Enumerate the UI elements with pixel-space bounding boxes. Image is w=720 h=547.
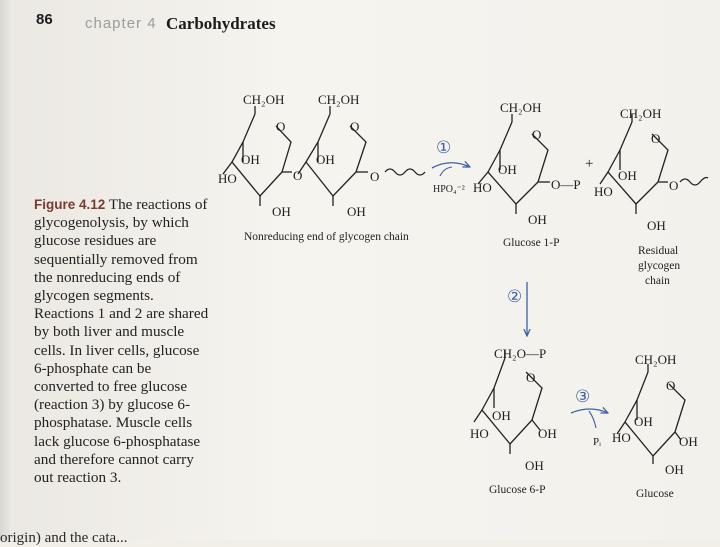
glucose-oh-right: OH xyxy=(679,434,698,449)
glucose-6p-oh-right: OH xyxy=(538,426,557,441)
glycogen-ring-o-2: O xyxy=(350,119,360,134)
glycogen-chain-o: O xyxy=(370,169,380,184)
reaction-1-number: ① xyxy=(436,138,452,157)
glycogen-label: Nonreducing end of glycogen chain xyxy=(244,231,409,243)
page-number: 86 xyxy=(36,11,53,28)
glucose-1p-ch2oh: CH₂OH xyxy=(500,100,542,115)
glycogen-oh-1: OH xyxy=(241,152,260,167)
residual-chain-ring xyxy=(600,114,708,214)
chapter-title: Carbohydrates xyxy=(166,14,276,33)
reaction-1-reagent: HPO₄⁻² xyxy=(433,184,465,195)
glucose-6p-label: Glucose 6-P xyxy=(489,484,546,496)
glycogen-ch2oh-1: CH₂OH xyxy=(243,92,285,107)
glucose-1p-ring-o: O xyxy=(532,127,542,142)
glycogen-ring-o-1: O xyxy=(276,119,286,134)
reaction-3-pi-curve xyxy=(589,411,596,428)
reaction-3-product: Pᵢ xyxy=(593,436,601,448)
glucose-ring-o: O xyxy=(666,378,676,393)
residual-label-2: glycogen xyxy=(638,260,681,272)
glucose-ho: HO xyxy=(612,430,631,445)
glycogen-oh-2: OH xyxy=(316,152,335,167)
glucose-1p-oh-bottom: OH xyxy=(528,212,547,227)
glucose-oh-bottom: OH xyxy=(665,462,684,477)
glucose-label: Glucose xyxy=(636,488,674,500)
plus-sign: + xyxy=(585,156,594,172)
glucose-6p-oh-bottom: OH xyxy=(525,458,544,473)
glucose-6p-ho: HO xyxy=(470,426,489,441)
glucose-6p-oh: OH xyxy=(492,408,511,423)
glucose-oh: OH xyxy=(634,414,653,429)
cut-off-text: origin) and the cata... xyxy=(0,530,128,546)
glucose-6p-ring-o: O xyxy=(526,370,536,385)
figure-number: Figure 4.12 xyxy=(34,197,106,212)
glycogen-ch2oh-2: CH₂OH xyxy=(318,92,360,107)
glucose-ch2oh: CH₂OH xyxy=(635,352,677,367)
glucose-1p-ho: HO xyxy=(473,180,492,195)
residual-oh-bottom: OH xyxy=(647,218,666,233)
residual-oh: OH xyxy=(618,168,637,183)
reaction-3-number: ③ xyxy=(575,387,591,406)
caption-text: The reactions of glycogenolysis, by which glucose residues are sequentially removed from the nonreducing ends of glycogen segments. Reactions 1 and 2 are shared by both liver and muscle cells. In liver cells, glucose 6-phosphate can be converted to free glucose (reaction 3) by glucose 6-phosphatase. Muscle cells lack glucose 6-phosphatase and therefore cannot carry out reaction 3. xyxy=(34,196,209,487)
glycogen-bridge-o: O xyxy=(293,168,303,183)
cut-off-body-text xyxy=(0,530,127,547)
residual-label-1: Residual xyxy=(638,245,679,257)
reaction-1-phosphate-curve xyxy=(440,167,452,176)
glycogen-oh-bottom-2: OH xyxy=(347,204,366,219)
glucose-1p-oh: OH xyxy=(498,162,517,177)
glucose-1p-label: Glucose 1-P xyxy=(503,237,560,249)
glucose-1p-o-p: O—P xyxy=(551,177,581,192)
reaction-2-number: ② xyxy=(507,287,523,306)
glycogen-ho: HO xyxy=(218,171,237,186)
residual-ho: HO xyxy=(594,184,613,199)
residual-ch2oh: CH₂OH xyxy=(620,106,662,121)
glucose-6p-ch2o-p: CH₂O—P xyxy=(494,346,547,361)
residual-label-3: chain xyxy=(645,275,670,287)
residual-ring-o: O xyxy=(651,131,661,146)
chapter-label: chapter 4 xyxy=(85,15,157,32)
glycogen-oh-bottom-1: OH xyxy=(272,204,291,219)
residual-chain-o: O xyxy=(669,178,679,193)
